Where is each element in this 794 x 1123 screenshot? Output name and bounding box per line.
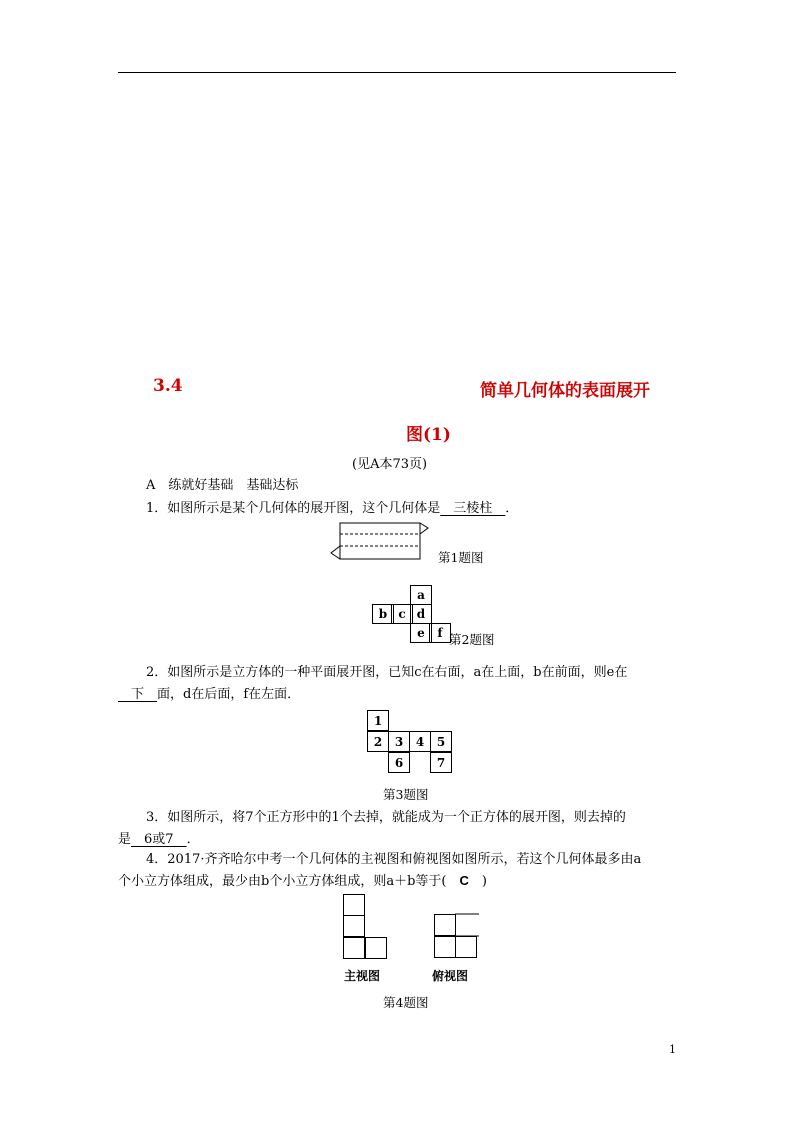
q4-top-view-label: 俯视图 (432, 969, 469, 983)
q4-answer: C (459, 873, 469, 888)
q1-caption: 第1题图 (438, 550, 484, 565)
q4-front-cell (343, 937, 365, 959)
q2-caption: 第2题图 (449, 632, 495, 647)
q2-cell-f: f (429, 623, 451, 643)
q2-text-line2 (118, 683, 300, 702)
q3-cell-5: 5 (430, 731, 452, 752)
page-number: 1 (669, 1043, 676, 1056)
q4-top-cell (434, 936, 456, 958)
q4-top-open-cell (455, 913, 481, 937)
q2-text-line1: 2．如图所示是立方体的一种平面展开图，已知c在右面，a在上面，b在前面，则e在 (146, 665, 628, 680)
q3-cell-6: 6 (388, 752, 410, 773)
q3-answer: 6或7 (131, 832, 187, 847)
header-rule (118, 72, 676, 73)
q4-front-view-label: 主视图 (344, 969, 381, 983)
q1-net-figure (326, 519, 432, 563)
q2-answer: 下 (118, 687, 158, 702)
section-title-line1: 简单几何体的表面展开 (480, 381, 650, 401)
q4-top-cell (434, 914, 456, 936)
q3-cell-2: 2 (367, 731, 389, 752)
q2-cell-a: a (410, 585, 432, 605)
q3-text-line2 (118, 828, 200, 847)
q3-caption: 第3题图 (383, 787, 429, 802)
q4-text-line2 (118, 870, 487, 889)
q3-text-before: 是 (118, 832, 132, 847)
q1-net-triangle-left (331, 546, 340, 559)
section-a-label: A 练就好基础 基础达标 (146, 478, 299, 493)
q3-cell-7: 7 (430, 752, 452, 773)
q2-text-after: 面，d在后面，f在左面． (157, 687, 301, 702)
q1-text (146, 497, 518, 516)
q4-text-before: 个小立方体组成，最少由b个小立方体组成，则a＋b等于( (118, 874, 460, 889)
q4-front-cell (343, 894, 365, 916)
q1-answer: 三棱柱 (440, 501, 506, 516)
q3-cell-3: 3 (388, 731, 410, 752)
q1-text-before: 1．如图所示是某个几何体的展开图，这个几何体是 (146, 501, 441, 516)
section-title-line2: 图(1) (406, 425, 451, 445)
q4-front-cell (365, 937, 387, 959)
q2-cell-d: d (410, 604, 432, 624)
q4-front-cell (343, 915, 365, 937)
q1-net-rect (340, 523, 420, 559)
q2-cell-c: c (391, 604, 413, 624)
q4-top-cell (455, 936, 477, 958)
q2-cell-e: e (410, 623, 432, 643)
q4-text-after: ) (468, 874, 487, 889)
q1-text-after: ． (505, 501, 519, 516)
q2-cell-b: b (372, 604, 394, 624)
q4-caption: 第4题图 (383, 995, 429, 1010)
q4-text-line1: 4．2017·齐齐哈尔中考一个几何体的主视图和俯视图如图所示，若这个几何体最多由a (146, 852, 642, 867)
reference-note: (见A本73页) (352, 457, 428, 472)
q3-text-after: ． (186, 832, 200, 847)
q1-net-triangle-right (420, 523, 428, 534)
section-number: 3.4 (153, 376, 183, 396)
q3-cell-4: 4 (409, 731, 431, 752)
q3-cell-1: 1 (367, 710, 389, 731)
q3-text-line1: 3．如图所示，将7个正方形中的1个去掉，就能成为一个正方体的展开图，则去掉的 (146, 810, 626, 825)
